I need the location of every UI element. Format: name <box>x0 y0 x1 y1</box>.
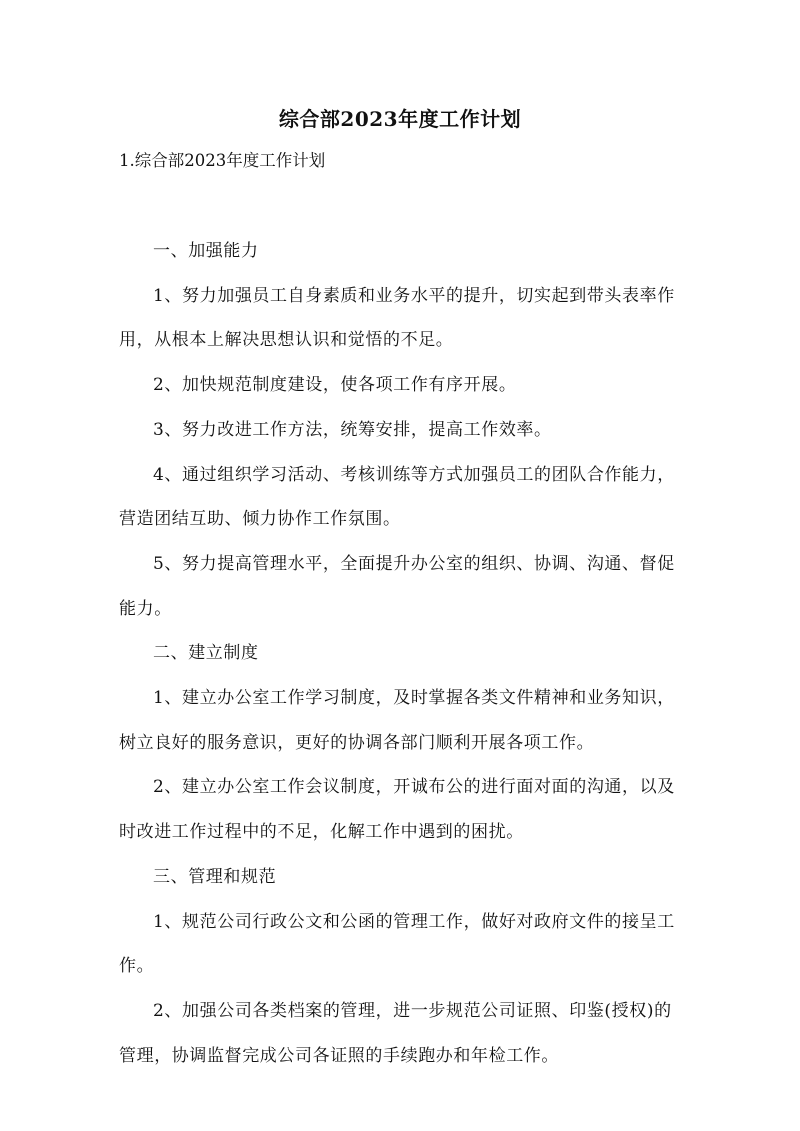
paragraph: 3、努力改进工作方法，统筹安排，提高工作效率。 <box>153 419 552 440</box>
paragraph: 2、建立办公室工作会议制度，开诚布公的进行面对面的沟通，以及时改进工作过程中的不足，化解工作中遇到的困扰。 <box>119 777 675 843</box>
paragraph: 1、规范公司行政公文和公函的管理工作，做好对政府文件的接呈工作。 <box>119 911 675 977</box>
document-title: 综合部2023年度工作计划 <box>278 107 522 131</box>
paragraph: 5、努力提高管理水平，全面提升办公室的组织、协调、沟通、督促能力。 <box>119 553 675 619</box>
paragraph: 2、加强公司各类档案的管理，进一步规范公司证照、印鉴(授权)的管理，协调监督完成公司各证照的手续跑办和年检工作。 <box>119 1000 672 1066</box>
document-subtitle: 1.综合部2023年度工作计划 <box>119 151 326 170</box>
section-heading-establish-system: 二、建立制度 <box>153 643 259 664</box>
section-heading-strengthen-ability: 一、加强能力 <box>153 241 259 261</box>
document-body <box>119 229 687 1078</box>
paragraph: 1、努力加强员工自身素质和业务水平的提升，切实起到带头表率作用，从根本上解决思想认识和觉悟的不足。 <box>119 285 675 351</box>
paragraph: 4、通过组织学习活动、考核训练等方式加强员工的团队合作能力，营造团结互助、倾力协作工作氛围。 <box>119 464 675 530</box>
section-heading-management: 三、管理和规范 <box>153 866 277 887</box>
paragraph: 2、加快规范制度建设，使各项工作有序开展。 <box>153 375 517 396</box>
paragraph: 1、建立办公室工作学习制度，及时掌握各类文件精神和业务知识，树立良好的服务意识，更好的协调各部门顺利开展各项工作。 <box>119 688 675 753</box>
